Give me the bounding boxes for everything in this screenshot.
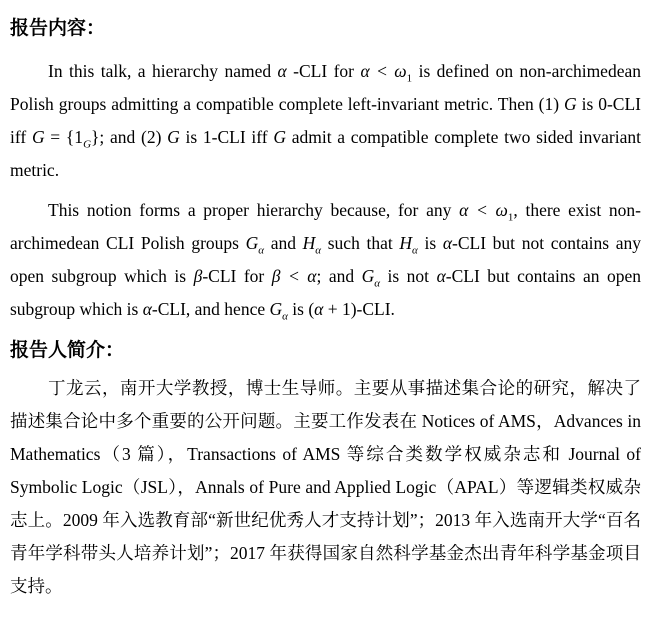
abstract-paragraph-2: This notion forms a proper hierarchy because, for any $\alpha < \omega_1$, there exist non-archimedean CLI Polish groups $G_\alpha$ and $H_\alpha$ such that $H_\alpha$ is α-CLI but not contains any open subgroup which is β-CLI for β < α; and $G_\alpha$ is not α-CLI but contains an open subgroup which is α-CLI, and hence $G_\alpha$ is (α + 1)-CLI. xyxy=(10,200,641,323)
speaker-bio-heading: 报告人简介： xyxy=(10,340,125,361)
speaker-bio-paragraph: 丁龙云，南开大学教授，博士生导师。主要从事描述集合论的研究，解决了描述集合论中多个重要的公开问题。主要工作发表在 Notices of AMS，Advances in Mathematics（3 篇），Transactions of AMS 等综合类数学权威杂志和 Journal of Symbolic Logic（JSL），Annals of Pure and Applied Logic（APAL）等逻辑类权威杂志上。2009 年入选教育部“新世纪优秀人才支持计划”；2013 年入选南开大学“百名青年学科带头人培养计划”；2017 年获得国家自然科学基金杰出青年科学基金项目支持。 xyxy=(10,378,641,596)
report-content-heading: 报告内容： xyxy=(10,18,106,39)
abstract-paragraph-1: In this talk, a hierarchy named α -CLI for $\alpha < \omega_1$ is defined on non-archimedean Polish groups admitting a compatible complete left-invariant metric. Then (1) G is 0-CLI iff $G = \{1_G\}$; and (2) G is 1-CLI iff G admit a compatible complete two sided invariant metric. xyxy=(10,61,641,180)
section-speaker-bio xyxy=(10,336,641,603)
section-report-content xyxy=(10,14,641,326)
